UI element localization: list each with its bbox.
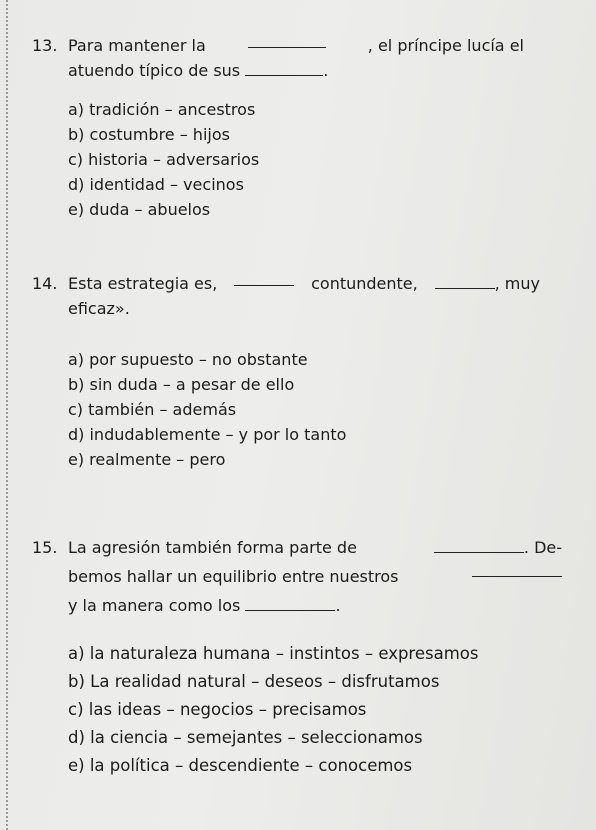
question-number: 14.: [32, 274, 58, 293]
stem-text: Para mantener la: [68, 36, 206, 55]
option-b[interactable]: b) La realidad natural – deseos – disfrutamos: [68, 672, 440, 691]
options-list: [32, 97, 576, 222]
option-e[interactable]: e) realmente – pero: [68, 450, 226, 469]
stem-text: . De-: [523, 538, 562, 557]
question-number: 15.: [32, 538, 58, 557]
answer-blank: [248, 33, 326, 48]
stem-text: bemos hallar un equilibrio entre nuestros: [68, 567, 399, 586]
question-stem: [32, 533, 576, 620]
stem-text: contundente,: [311, 274, 418, 293]
question-number: 13.: [32, 36, 58, 55]
stem-text: y la manera como los: [68, 596, 241, 615]
option-c[interactable]: c) también – además: [68, 400, 237, 419]
stem-text: atuendo típico de sus: [68, 61, 241, 80]
option-b[interactable]: b) costumbre – hijos: [68, 125, 230, 144]
stem-text: , muy: [494, 274, 540, 293]
stem-text: .: [335, 596, 341, 615]
answer-blank: [245, 596, 335, 611]
answer-blank: [472, 562, 562, 577]
question-stem: [32, 271, 576, 321]
answer-blank: [245, 61, 323, 76]
stem-text: La agresión también forma parte de: [68, 538, 357, 557]
stem-text: .: [323, 61, 329, 80]
stem-text: Esta estrategia es,: [68, 274, 218, 293]
option-e[interactable]: e) duda – abuelos: [68, 200, 211, 219]
answer-blank: [434, 538, 524, 553]
question-stem: [32, 33, 576, 83]
option-c[interactable]: c) las ideas – negocios – precisamos: [68, 700, 367, 719]
option-c[interactable]: c) historia – adversarios: [68, 150, 260, 169]
stem-text: eficaz».: [68, 299, 130, 318]
option-a[interactable]: a) tradición – ancestros: [68, 100, 256, 119]
stem-text: , el príncipe lucía el: [367, 36, 524, 55]
answer-blank: [234, 271, 294, 286]
question-13: [32, 33, 576, 222]
option-d[interactable]: d) identidad – vecinos: [68, 175, 244, 194]
option-b[interactable]: b) sin duda – a pesar de ello: [68, 375, 295, 394]
page-margin-dotted-line: [6, 0, 8, 830]
options-list: [32, 347, 576, 472]
answer-blank: [435, 274, 495, 289]
option-e[interactable]: e) la política – descendiente – conocemos: [68, 756, 413, 775]
option-a[interactable]: a) por supuesto – no obstante: [68, 350, 308, 369]
option-a[interactable]: a) la naturaleza humana – instintos – expresamos: [68, 644, 479, 663]
question-14: [32, 271, 576, 472]
option-d[interactable]: d) la ciencia – semejantes – seleccionamos: [68, 728, 423, 747]
option-d[interactable]: d) indudablemente – y por lo tanto: [68, 425, 347, 444]
options-list: [32, 640, 576, 780]
question-15: [32, 533, 576, 780]
